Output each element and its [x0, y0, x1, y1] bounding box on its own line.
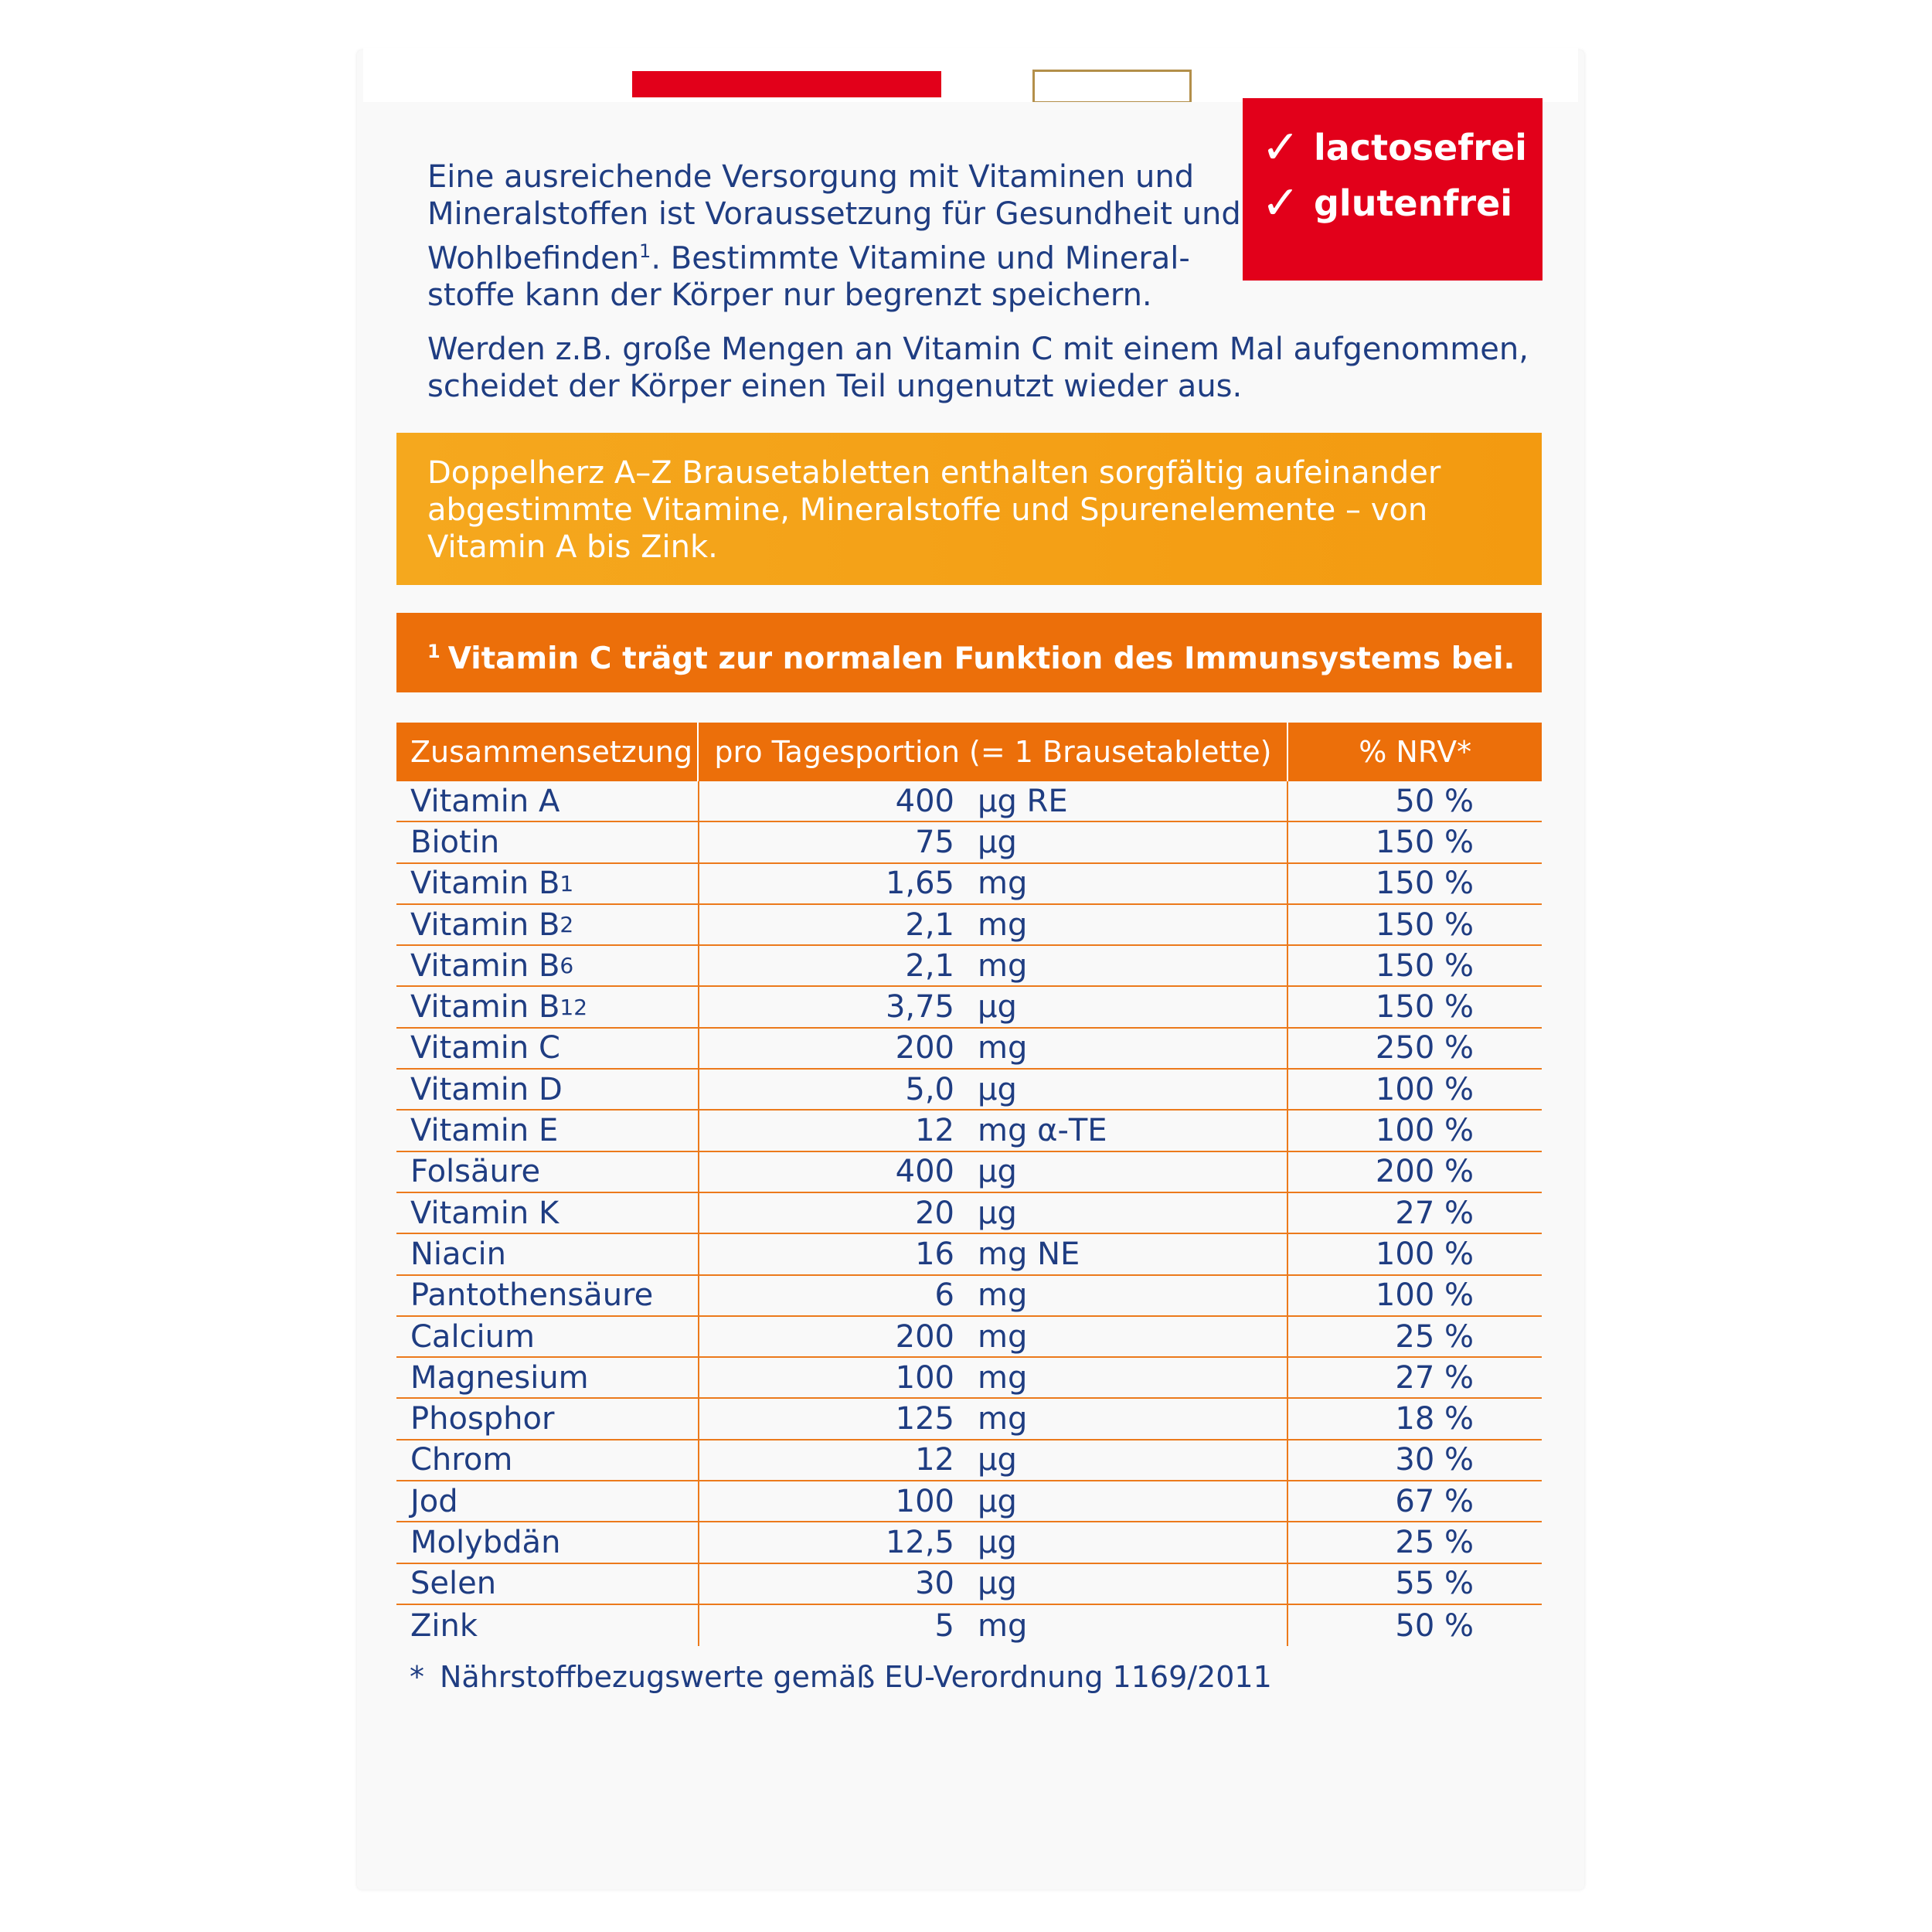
table-row	[396, 1193, 1542, 1234]
nutrient-name	[396, 1358, 699, 1397]
nutrient-amount-cell	[699, 781, 1288, 821]
highlight-band	[396, 433, 1542, 585]
intro-paragraph-2: Werden z.B. große Mengen an Vitamin C mit einem Mal aufgenommen, scheidet der Körper einen Teil ungenutzt wieder aus.	[427, 332, 1529, 404]
badge-line-lactose	[1261, 120, 1543, 175]
nutrient-amount-cell	[699, 987, 1288, 1026]
nutrient-amount: 400	[895, 1154, 954, 1190]
footnote-marker: 1	[639, 240, 651, 262]
nutrient-amount: 200	[895, 1318, 954, 1355]
nutrient-nrv: 50 %	[1395, 783, 1474, 819]
nutrient-label: Vitamin B	[410, 989, 560, 1026]
table-row	[396, 1481, 1542, 1522]
nutrient-name	[396, 946, 699, 985]
nutrition-table	[396, 723, 1542, 1646]
header-composition: Zusammensetzung	[396, 723, 699, 781]
nutrient-amount: 16	[915, 1236, 954, 1272]
nutrient-unit: µg RE	[978, 783, 1068, 819]
nutrient-amount-cell	[699, 946, 1288, 985]
nutrient-label: Vitamin E	[410, 1113, 559, 1149]
footnote-marker: 1	[427, 641, 440, 662]
nutrient-subscript: 12	[560, 994, 588, 1020]
table-row	[396, 1029, 1542, 1070]
nutrient-amount-cell	[699, 1522, 1288, 1562]
nutrient-amount: 12,5	[885, 1524, 954, 1560]
nutrient-label: Phosphor	[410, 1401, 555, 1437]
nutrient-amount-cell	[699, 1276, 1288, 1315]
nutrient-nrv: 18 %	[1395, 1401, 1474, 1437]
intro-paragraph-1	[427, 158, 1247, 314]
nutrient-unit: mg	[978, 1030, 1028, 1066]
nutrient-name	[396, 1070, 699, 1109]
nutrient-amount: 2,1	[905, 947, 954, 984]
table-body	[396, 781, 1542, 1646]
nutrient-amount: 30	[915, 1566, 954, 1602]
nutrient-nrv: 150 %	[1375, 989, 1474, 1026]
nutrient-unit: mg	[978, 947, 1028, 984]
table-row	[396, 1564, 1542, 1605]
header-daily-portion: pro Tagesportion (= 1 Brausetablette)	[699, 723, 1288, 781]
nutrient-label: Chrom	[410, 1442, 513, 1478]
nutrient-name	[396, 905, 699, 944]
nutrient-unit: mg α-TE	[978, 1113, 1107, 1149]
claim-label: Vitamin C trägt zur normalen Funktion des Immunsystems bei.	[447, 641, 1515, 676]
nutrient-label: Magnesium	[410, 1359, 589, 1396]
nutrient-nrv: 100 %	[1375, 1236, 1474, 1272]
nutrient-name	[396, 1440, 699, 1480]
nutrient-amount-cell	[699, 1440, 1288, 1480]
nutrient-amount: 3,75	[885, 989, 954, 1026]
nutrient-unit: µg	[978, 1442, 1017, 1478]
table-row	[396, 864, 1542, 905]
nutrient-name	[396, 1399, 699, 1438]
nutrient-name	[396, 1276, 699, 1315]
nutrient-amount: 6	[934, 1277, 954, 1314]
nutrient-unit: µg	[978, 1195, 1017, 1231]
nutrient-nrv: 100 %	[1375, 1277, 1474, 1314]
table-row	[396, 1276, 1542, 1317]
nutrient-amount-cell	[699, 1152, 1288, 1192]
nutrient-amount-cell	[699, 1605, 1288, 1646]
nutrient-nrv: 150 %	[1375, 824, 1474, 860]
nutrient-unit: µg	[978, 1483, 1017, 1519]
nutrient-nrv: 200 %	[1375, 1154, 1474, 1190]
table-header	[396, 723, 1542, 781]
nutrient-amount: 12	[915, 1442, 954, 1478]
nutrient-name	[396, 781, 699, 821]
nutrient-label: Vitamin B	[410, 866, 560, 902]
nutrient-name	[396, 864, 699, 903]
table-row	[396, 822, 1542, 863]
nutrient-nrv: 25 %	[1395, 1318, 1474, 1355]
table-row	[396, 1070, 1542, 1111]
nutrient-amount: 12	[915, 1113, 954, 1149]
nutrient-unit: µg	[978, 1524, 1017, 1560]
table-row	[396, 1605, 1542, 1646]
nutrient-amount-cell	[699, 1111, 1288, 1150]
table-row	[396, 1440, 1542, 1481]
nutrient-label: Vitamin D	[410, 1071, 563, 1107]
nutrient-name	[396, 1317, 699, 1356]
footnote-star: *	[410, 1660, 424, 1694]
table-row	[396, 1317, 1542, 1358]
flap-logo-mark	[1032, 70, 1192, 102]
nutrient-nrv: 50 %	[1395, 1607, 1474, 1644]
nutrient-amount-cell	[699, 905, 1288, 944]
nutrient-amount-cell	[699, 864, 1288, 903]
nutrient-amount-cell	[699, 1070, 1288, 1109]
nutrient-label: Calcium	[410, 1318, 535, 1355]
nutrient-nrv: 25 %	[1395, 1524, 1474, 1560]
nutrient-nrv: 150 %	[1375, 947, 1474, 984]
nutrient-label: Selen	[410, 1566, 497, 1602]
nutrient-name	[396, 1111, 699, 1150]
nutrient-name	[396, 1029, 699, 1068]
nutrient-amount: 100	[895, 1483, 954, 1519]
footnote-text: Nährstoffbezugswerte gemäß EU-Verordnung 1169/2011	[440, 1660, 1272, 1694]
nutrient-nrv: 250 %	[1375, 1030, 1474, 1066]
nutrient-label: Vitamin B	[410, 947, 560, 984]
nutrient-amount-cell	[699, 1029, 1288, 1068]
claim-band	[396, 613, 1542, 692]
highlight-text: Doppelherz A–Z Brausetabletten enthalten sorgfältig aufeinander abgestimmte Vitamine, Mineralstoffe und Spurenelemente – von Vitamin A bis Zink.	[427, 455, 1441, 565]
nutrient-amount-cell	[699, 822, 1288, 862]
nutrient-amount: 1,65	[885, 866, 954, 902]
nutrient-label: Molybdän	[410, 1524, 561, 1560]
nutrient-label: Zink	[410, 1607, 478, 1644]
nutrient-amount-cell	[699, 1399, 1288, 1438]
nutrient-label: Jod	[410, 1483, 458, 1519]
badge-label: glutenfrei	[1314, 182, 1513, 224]
nutrient-amount: 125	[895, 1401, 954, 1437]
nutrient-amount: 2,1	[905, 906, 954, 943]
nutrient-name	[396, 1193, 699, 1233]
nutrient-amount: 5,0	[905, 1071, 954, 1107]
nutrient-unit: mg	[978, 1401, 1028, 1437]
nutrient-subscript: 6	[560, 953, 574, 979]
nutrient-amount: 100	[895, 1359, 954, 1396]
nutrient-unit: mg	[978, 1277, 1028, 1314]
nutrient-amount: 20	[915, 1195, 954, 1231]
nrv-footnote	[410, 1660, 1272, 1694]
intro-text: Eine ausreichende Versorgung mit Vitaminen und Mineralstoffen ist Voraussetzung für Gesundheit und Wohlbefinden	[427, 159, 1241, 277]
header-nrv: % NRV*	[1359, 735, 1472, 769]
nutrient-name	[396, 1522, 699, 1562]
nutrient-unit: mg	[978, 906, 1028, 943]
nutrient-unit: mg	[978, 1318, 1028, 1355]
nutrient-label: Vitamin C	[410, 1030, 560, 1066]
nutrient-name	[396, 1234, 699, 1274]
nutrient-amount-cell	[699, 1234, 1288, 1274]
table-row	[396, 1522, 1542, 1563]
nutrient-nrv: 30 %	[1395, 1442, 1474, 1478]
nutrient-name	[396, 987, 699, 1026]
nutrient-amount: 200	[895, 1030, 954, 1066]
table-row	[396, 781, 1542, 822]
table-row	[396, 1111, 1542, 1151]
nutrient-amount-cell	[699, 1358, 1288, 1397]
nutrient-nrv: 27 %	[1395, 1195, 1474, 1231]
nutrient-unit: mg	[978, 1359, 1028, 1396]
nutrient-nrv: 27 %	[1395, 1359, 1474, 1396]
nutrient-label: Biotin	[410, 824, 500, 860]
nutrient-nrv: 150 %	[1375, 866, 1474, 902]
nutrient-nrv: 67 %	[1395, 1483, 1474, 1519]
nutrient-name	[396, 1564, 699, 1604]
check-icon: ✓	[1261, 176, 1301, 230]
nutrient-amount-cell	[699, 1564, 1288, 1604]
table-row	[396, 1399, 1542, 1440]
nutrient-unit: µg	[978, 1566, 1017, 1602]
table-row	[396, 1358, 1542, 1399]
nutrient-name	[396, 1481, 699, 1521]
free-from-badge	[1243, 98, 1543, 281]
nutrient-amount-cell	[699, 1317, 1288, 1356]
nutrient-amount: 400	[895, 783, 954, 819]
nutrient-unit: mg NE	[978, 1236, 1080, 1272]
nutrient-unit: mg	[978, 1607, 1028, 1644]
table-row	[396, 905, 1542, 946]
nutrient-label: Pantothensäure	[410, 1277, 654, 1314]
flap-red-strip	[632, 71, 941, 97]
table-row	[396, 1234, 1542, 1275]
nutrient-label: Vitamin A	[410, 783, 560, 819]
nutrient-unit: µg	[978, 1071, 1017, 1107]
package-top-flap	[363, 48, 1578, 102]
nutrient-label: Vitamin B	[410, 906, 560, 943]
nutrient-label: Vitamin K	[410, 1195, 560, 1231]
nutrient-label: Folsäure	[410, 1154, 541, 1190]
intro-text: . Bestimmte Vitamine und Mineralstoffe kann der Körper nur begrenzt speichern.	[427, 240, 1190, 314]
badge-line-gluten	[1261, 175, 1543, 231]
nutrient-name	[396, 822, 699, 862]
table-row	[396, 946, 1542, 987]
nutrient-subscript: 2	[560, 912, 574, 938]
nutrient-unit: µg	[978, 989, 1017, 1026]
nutrient-unit: mg	[978, 866, 1028, 902]
claim-text	[427, 633, 1525, 678]
badge-label: lactosefrei	[1314, 127, 1527, 168]
table-row	[396, 1152, 1542, 1193]
nutrient-unit: µg	[978, 1154, 1017, 1190]
nutrient-amount-cell	[699, 1193, 1288, 1233]
nutrient-name	[396, 1605, 699, 1646]
nutrient-amount-cell	[699, 1481, 1288, 1521]
nutrient-nrv: 100 %	[1375, 1113, 1474, 1149]
nutrient-amount: 5	[934, 1607, 954, 1644]
nutrient-amount: 75	[915, 824, 954, 860]
table-row	[396, 987, 1542, 1028]
nutrient-nrv: 150 %	[1375, 906, 1474, 943]
nutrient-nrv: 55 %	[1395, 1566, 1474, 1602]
nutrient-nrv: 100 %	[1375, 1071, 1474, 1107]
nutrient-unit: µg	[978, 824, 1017, 860]
nutrient-label: Niacin	[410, 1236, 507, 1272]
nutrient-name	[396, 1152, 699, 1192]
nutrient-subscript: 1	[560, 870, 574, 896]
check-icon: ✓	[1261, 121, 1301, 175]
